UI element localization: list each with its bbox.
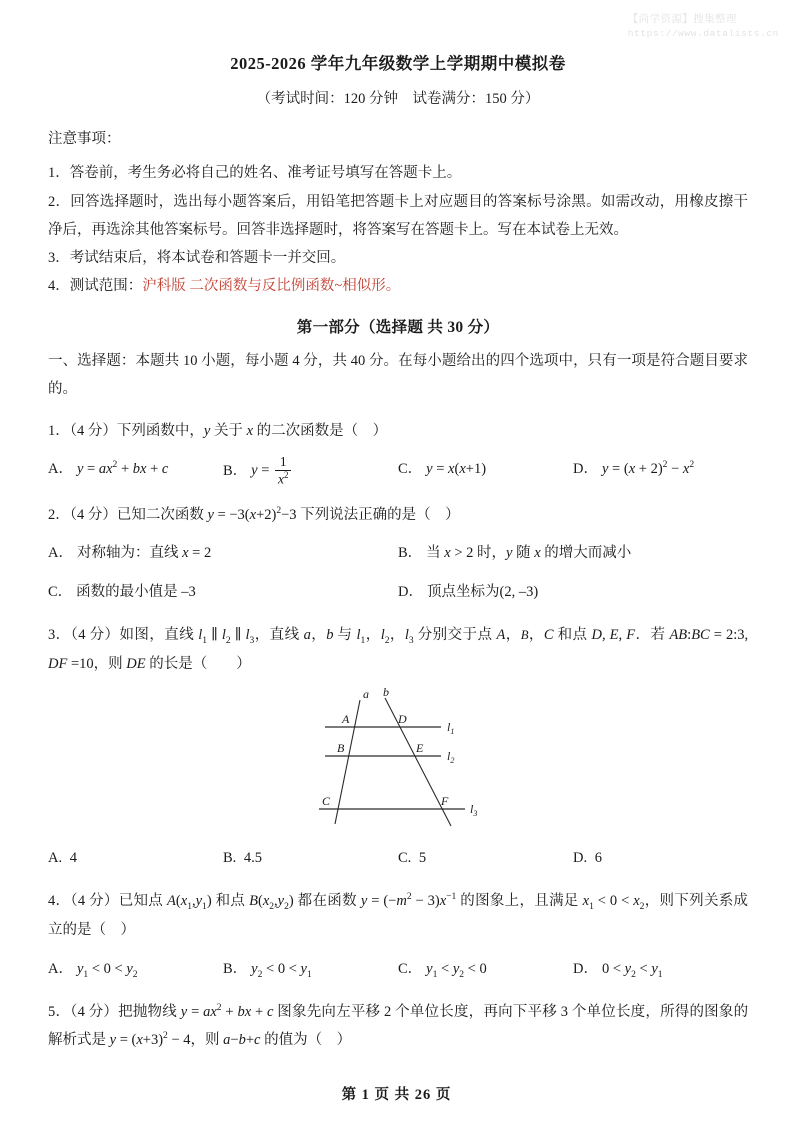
question-4-option-d[interactable]: D． $0 < y_2 < y_1$ [573, 960, 663, 980]
option-label: D． [573, 461, 598, 478]
question-4-score: （4 分） [70, 892, 119, 909]
question-4-number: 4． [48, 892, 71, 909]
watermark-url-line: https://www.datalists.cn [627, 28, 779, 40]
notice-heading: 注意事项： [48, 130, 121, 147]
question-2-option-d[interactable]: D． 顶点坐标为(2, –3) [398, 583, 539, 600]
question-1-stem: 1．（4 分）下列函数中，y 关于 x 的二次函数是（ ） [48, 423, 388, 440]
question-1-option-b[interactable]: B． y = $\frac{1}{x^2}$ [223, 456, 398, 487]
parallel-lines-diagram [313, 684, 483, 834]
option-label: A． [48, 461, 73, 478]
question-2-options [48, 540, 748, 606]
label-point-a: A [342, 712, 350, 727]
question-3-option-a[interactable] [48, 845, 223, 873]
question-2-score: （4 分） [69, 507, 117, 524]
option-label: A. [48, 850, 66, 867]
question-3-figure [48, 684, 748, 834]
option-label: C． [398, 461, 423, 478]
option-label: A． [48, 545, 73, 562]
test-range-value: 沪科版 二次函数与反比例函数~相似形。 [142, 278, 401, 295]
option-label: C． [398, 960, 423, 977]
question-1-number: 1． [48, 423, 70, 440]
question-4-option-a[interactable]: A． $y_1 < 0 < y_2$ [48, 960, 138, 980]
question-4-option-c[interactable]: C． $y_1 < y_2 < 0$ [398, 960, 487, 980]
question-1 [48, 417, 748, 487]
option-label: C. [398, 850, 415, 867]
label-l1: l1 [447, 720, 455, 737]
label-point-c: C [322, 794, 331, 809]
question-4-stem: 4．（4 分）已知点 $A(x_1,y_1)$ 和点 $B(x_2,y_2)$ 都在函数 $y = (-m^2 - 3)x^{-1}$ 的图象上，且满足 $x_1 < 0 < x_2$，则下列关系成立的是（ ） [48, 891, 749, 939]
option-value: 4.5 [243, 850, 263, 867]
question-5-number: 5． [48, 1003, 71, 1020]
option-label: C． [48, 583, 73, 600]
part-one-title: 第一部分（选择题 共 30 分） [296, 318, 500, 336]
question-3-option-b[interactable] [223, 845, 398, 873]
label-point-d: D [398, 712, 407, 727]
test-range-label: 4．测试范围： [48, 278, 143, 295]
question-1-option-d[interactable]: D． $y = (x + 2)^2 - x^2$ [573, 459, 695, 478]
label-a: a [363, 687, 369, 702]
label-b: b [383, 685, 389, 700]
page-footer: 第 1 页 共 26 页 [341, 1087, 452, 1103]
question-2-stem: 2．（4 分）已知二次函数 $y = -3(x+2)^2-3$ 下列说法正确的是（ ） [48, 505, 460, 524]
question-5 [48, 998, 748, 1055]
option-label: A． [48, 960, 73, 977]
question-2 [48, 501, 748, 606]
question-1-options [48, 456, 748, 487]
question-5-score: （4 分） [70, 1003, 119, 1020]
option-label: D. [573, 850, 591, 867]
option-value: 4 [69, 850, 77, 867]
question-3-option-d[interactable] [573, 845, 748, 873]
section-intro: 一、选择题：本题共 10 小题，每小题 4 分，共 40 分。在每小题给出的四个选项中，只有一项是符合题目要求的。 [48, 352, 748, 397]
question-4 [48, 887, 748, 984]
question-2-option-b[interactable]: B． 当 x > 2 时，y 随 x 的增大而减小 [398, 545, 632, 562]
label-point-b: B [337, 741, 345, 756]
label-point-f: F [441, 794, 449, 809]
label-l3: l3 [470, 802, 478, 819]
question-1-score: （4 分） [69, 423, 117, 440]
option-value: 5 [418, 850, 427, 867]
option-label: B. [223, 850, 240, 867]
question-2-option-a[interactable]: A． 对称轴为：直线 x = 2 [48, 545, 212, 562]
notice-item-4 [48, 272, 748, 300]
question-5-stem: 5．（4 分）把抛物线 $y = ax^2$ + bx + c 图象先向左平移 2 个单位长度，再向下平移 3 个单位长度，所得的图象的解析式是 $y = (x+3)^2 - 4$，则 a−b+c 的值为（ ） [48, 1001, 749, 1048]
option-label: B． [223, 960, 248, 977]
option-label: B． [398, 545, 423, 562]
label-point-e: E [416, 741, 424, 756]
notice-item-1: 1．答卷前，考生务必将自己的姓名、准考证号填写在答题卡上。 [48, 165, 462, 182]
question-1-option-a[interactable]: A． $y = ax^2$ + bx + c [48, 459, 169, 478]
question-3-score: （4 分） [70, 626, 120, 643]
question-3-number: 3． [48, 626, 71, 643]
exam-meta-subtitle: （考试时间：120 分钟 试卷满分：150 分） [256, 90, 540, 107]
question-1-option-c[interactable]: C． y = x(x+1) [398, 461, 487, 478]
question-2-number: 2． [48, 507, 70, 524]
question-3 [48, 621, 748, 873]
document-content [48, 52, 748, 1054]
question-3-option-c[interactable] [398, 845, 573, 873]
notice-item-3: 3．考试结束后，将本试卷和答题卡一并交回。 [48, 250, 346, 267]
question-4-option-b[interactable]: B． $y_2 < 0 < y_1$ [223, 960, 312, 980]
question-4-options [48, 956, 748, 984]
question-3-stem: 3．（4 分）如图，直线 $l_1$ ∥ $l_2$ ∥ $l_3$，直线 a，b 与 $l_1$，$l_2$，$l_3$ 分别交于点 A，B，C 和点 D, E, F．若 AB:BC = 2:3, DF =10，则 DE 的长是（ ） [48, 626, 749, 673]
option-value: 6 [594, 850, 602, 867]
notice-item-2: 2．回答选择题时，选出每小题答案后，用铅笔把答题卡上对应题目的答案标号涂黑。如需改动，用橡皮擦干净后，再选涂其他答案标号。回答非选择题时，将答案写在答题卡上。写在本试卷上无效。 [48, 193, 748, 238]
option-label: D． [573, 960, 598, 977]
option-label: B． [223, 463, 248, 480]
label-l2: l2 [447, 749, 455, 766]
question-3-options [48, 845, 748, 873]
watermark [628, 12, 779, 41]
page-title: 2025-2026 学年九年级数学上学期期中模拟卷 [230, 54, 566, 73]
watermark-source-line: 【尚学资源】搜集整理 [627, 13, 737, 25]
question-2-option-c[interactable]: C． 函数的最小值是 –3 [48, 583, 196, 600]
option-label: D． [398, 583, 423, 600]
